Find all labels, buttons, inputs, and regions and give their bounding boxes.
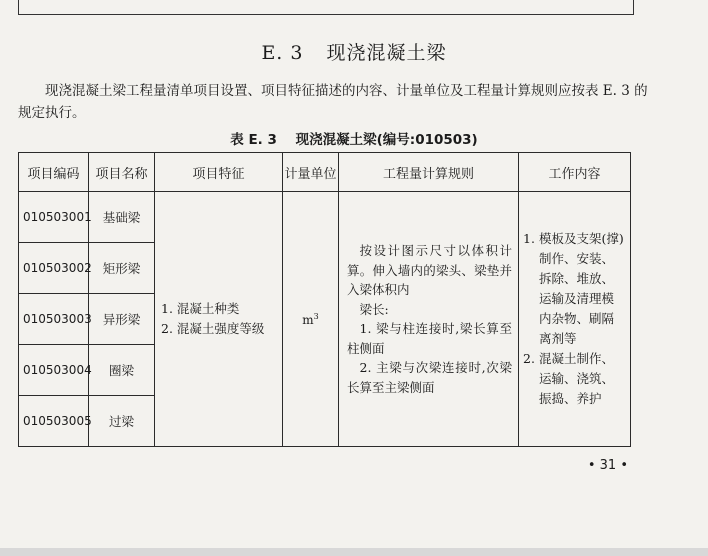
feature-item: 1. 混凝土种类 (161, 301, 240, 316)
header-features: 项目特征 (155, 153, 283, 192)
header-work: 工作内容 (519, 153, 631, 192)
rule-paragraph: 2. 主梁与次梁连接时,次梁长算至主梁侧面 (347, 360, 512, 395)
rule-paragraph: 梁长: (359, 301, 389, 317)
row-code: 010503004 (19, 345, 89, 396)
row-name: 基础梁 (89, 192, 155, 243)
unit-text: m (302, 312, 314, 327)
work-item (523, 349, 624, 409)
header-name: 项目名称 (89, 153, 155, 192)
row-name: 过梁 (89, 396, 155, 447)
unit-cell (283, 192, 339, 447)
work-item-number: 2. (523, 351, 535, 366)
intro-paragraph: 现浇混凝土梁工程量清单项目设置、项目特征描述的内容、计量单位及工程量计算规则应按表 E. 3 的规定执行。 (18, 83, 648, 121)
work-item-text: 混凝土制作、运输、浇筑、振捣、养护 (539, 351, 615, 406)
rule-cell (339, 192, 519, 447)
table-caption-text: 现浇混凝土梁(编号:010503) (295, 132, 478, 148)
unit-superscript: 3 (313, 311, 319, 321)
table-header-row (19, 153, 631, 192)
section-title-text: 现浇混凝土梁 (326, 42, 447, 64)
row-code: 010503005 (19, 396, 89, 447)
rule-paragraph: 按设计图示尺寸以体积计算。伸入墙内的梁头、梁垫并入梁体积内 (347, 243, 512, 297)
header-code: 项目编码 (19, 153, 89, 192)
work-item (523, 229, 624, 349)
rule-paragraph: 1. 梁与柱连接时,梁长算至柱侧面 (347, 321, 512, 356)
work-cell (519, 192, 631, 447)
row-name: 异形梁 (89, 294, 155, 345)
row-code: 010503003 (19, 294, 89, 345)
table-caption (0, 128, 708, 148)
section-title (0, 38, 708, 65)
section-number: E. 3 (261, 42, 304, 64)
page-number: • 31 • (587, 458, 628, 473)
row-code: 010503001 (19, 192, 89, 243)
row-code: 010503002 (19, 243, 89, 294)
work-item-number: 1. (523, 231, 535, 246)
work-item-text: 模板及支架(撑)制作、安装、拆除、堆放、运输及清理模内杂物、刷隔离剂等 (539, 231, 624, 346)
table-row (19, 192, 631, 243)
beam-spec-table (18, 152, 631, 447)
row-name: 圈梁 (89, 345, 155, 396)
header-rule: 工程量计算规则 (339, 153, 519, 192)
features-cell (155, 192, 283, 447)
table-caption-label: 表 E. 3 (230, 132, 277, 148)
previous-table-bottom-border (18, 0, 634, 15)
row-name: 矩形梁 (89, 243, 155, 294)
bottom-margin-strip (0, 548, 708, 556)
header-unit: 计量单位 (283, 153, 339, 192)
feature-item: 2. 混凝土强度等级 (161, 321, 265, 336)
